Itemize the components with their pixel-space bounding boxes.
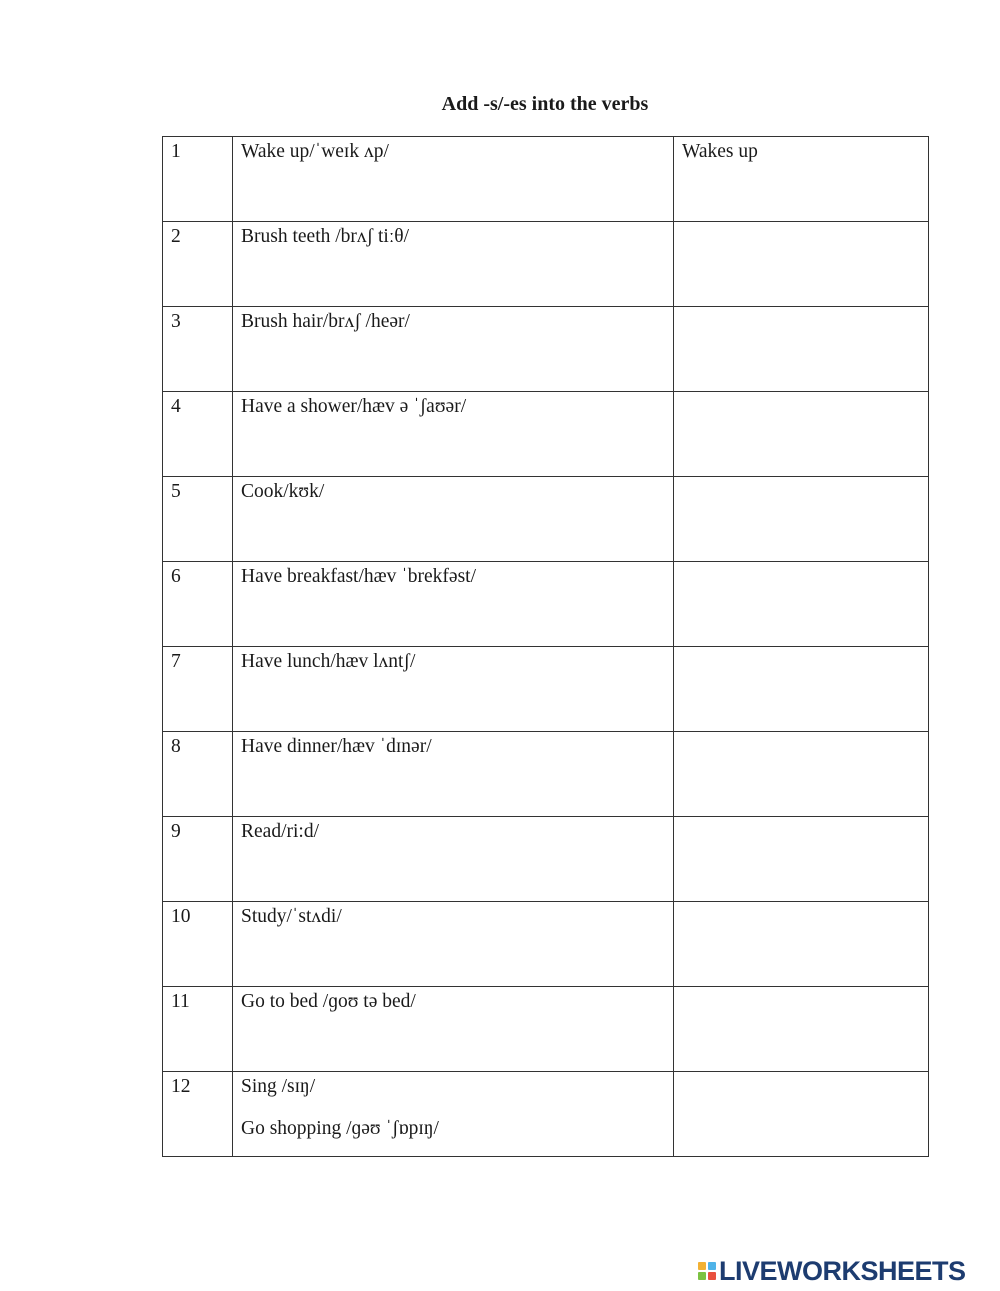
row-number: 5 [163, 477, 233, 562]
answer-cell[interactable] [674, 902, 929, 987]
verb-cell: Have breakfast/hæv ˈbrekfəst/ [233, 562, 674, 647]
verb-line-2: Go shopping /ɡəʊ ˈʃɒpɪŋ/ [241, 1118, 439, 1139]
answer-cell[interactable] [674, 477, 929, 562]
row-number: 3 [163, 307, 233, 392]
answer-cell[interactable] [674, 817, 929, 902]
logo-text: LIVEWORKSHEETS [719, 1256, 966, 1286]
verbs-table [162, 136, 929, 1157]
answer-cell[interactable] [674, 562, 929, 647]
liveworksheets-logo [698, 1257, 966, 1285]
verb-cell: Wake up/ˈweɪk ʌp/ [233, 137, 674, 222]
verb-cell: Read/ri:d/ [233, 817, 674, 902]
answer-cell[interactable] [674, 1072, 929, 1157]
table-row [163, 817, 929, 902]
logo-mark-icon [698, 1262, 716, 1280]
answer-cell[interactable] [674, 987, 929, 1072]
table-row [163, 732, 929, 817]
verb-cell: Have dinner/hæv ˈdɪnər/ [233, 732, 674, 817]
verb-cell: Go to bed /ɡoʊ tə bed/ [233, 987, 674, 1072]
verb-cell: Have lunch/hæv lʌntʃ/ [233, 647, 674, 732]
verb-cell: Cook/kʊk/ [233, 477, 674, 562]
answer-cell[interactable] [674, 647, 929, 732]
answer-cell[interactable] [674, 307, 929, 392]
verb-line-1: Sing /sɪŋ/ [241, 1076, 316, 1097]
row-number: 12 [163, 1072, 233, 1157]
row-number: 6 [163, 562, 233, 647]
answer-cell[interactable] [674, 392, 929, 477]
table-row [163, 477, 929, 562]
table-row [163, 307, 929, 392]
table-row [163, 902, 929, 987]
verb-cell: Brush teeth /brʌʃ tiːθ/ [233, 222, 674, 307]
table-row [163, 987, 929, 1072]
row-number: 4 [163, 392, 233, 477]
verb-cell: Brush hair/brʌʃ /heər/ [233, 307, 674, 392]
row-number: 1 [163, 137, 233, 222]
row-number: 10 [163, 902, 233, 987]
answer-cell[interactable] [674, 222, 929, 307]
row-number: 11 [163, 987, 233, 1072]
row-number: 7 [163, 647, 233, 732]
table-row [163, 392, 929, 477]
table-row [163, 137, 929, 222]
table-row [163, 562, 929, 647]
answer-cell[interactable] [674, 732, 929, 817]
worksheet-title: Add -s/-es into the verbs [441, 93, 649, 115]
verb-cell [233, 1072, 674, 1157]
row-number: 8 [163, 732, 233, 817]
table-row [163, 222, 929, 307]
row-number: 2 [163, 222, 233, 307]
verb-cell: Have a shower/hæv ə ˈʃaʊər/ [233, 392, 674, 477]
answer-cell[interactable]: Wakes up [674, 137, 929, 222]
verb-cell: Study/ˈstʌdi/ [233, 902, 674, 987]
table-row [163, 1072, 929, 1157]
table-row [163, 647, 929, 732]
row-number: 9 [163, 817, 233, 902]
